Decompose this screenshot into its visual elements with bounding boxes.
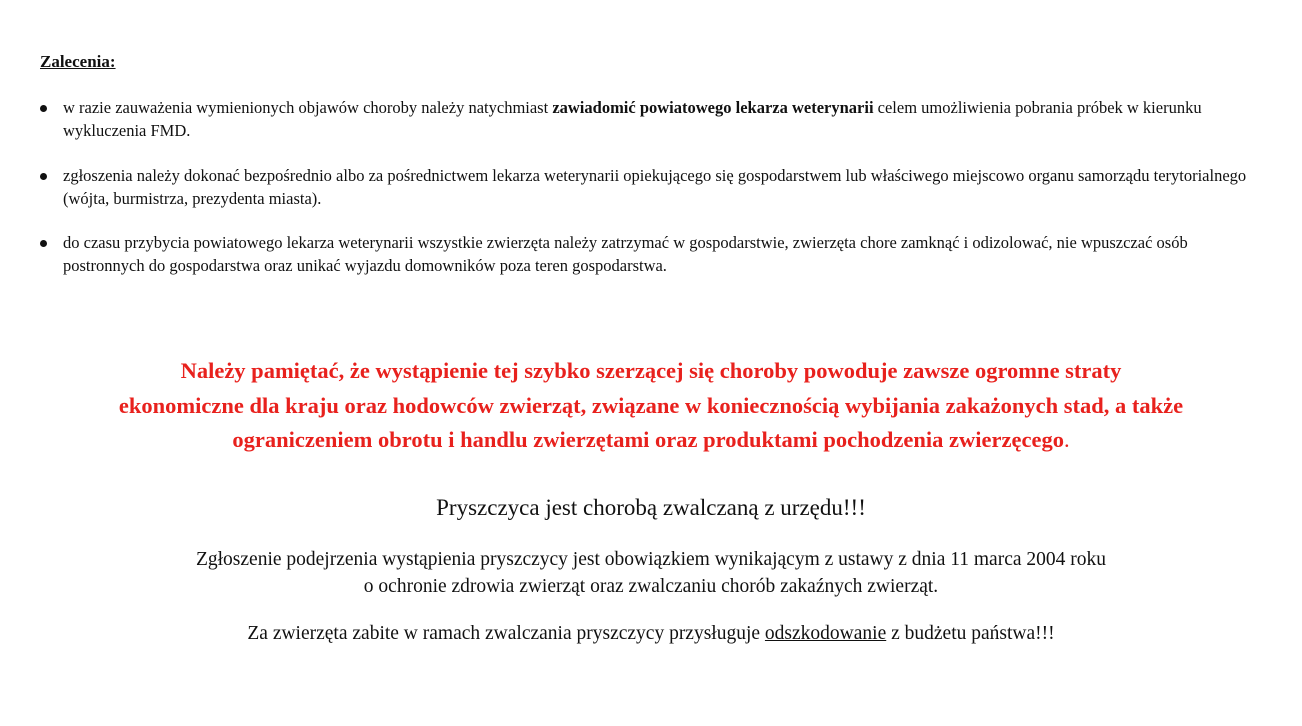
warning-line-text: ograniczeniem obrotu i handlu zwierzętami oraz produktami pochodzenia zwierzęcego (232, 427, 1064, 452)
compensation-note (40, 620, 1262, 647)
legal-basis-line: Zgłoszenie podejrzenia wystąpienia pryszczycy jest obowiązkiem wynikającym z ustawy z dnia 11 marca 2004 roku (195, 549, 1107, 570)
economic-loss-warning (30, 354, 1272, 458)
recommendation-item (40, 231, 1255, 277)
recommendation-text: zgłoszenia należy dokonać bezpośrednio albo za pośrednictwem lekarza weterynarii opiekującego się gospodarstwem lub właściwego miejscowo organu samorządu terytorialnego (wójta, burmistrza, prezydenta miasta). (63, 166, 1247, 208)
recommendation-text-end: celem umożliwienia pobrania próbek w kierunku wykluczenia FMD. (63, 98, 1202, 140)
legal-basis-line: o ochronie zdrowia zwierząt oraz zwalczaniu chorób zakaźnych zwierząt. (363, 576, 939, 597)
bullet-icon (40, 240, 47, 247)
recommendation-text (63, 96, 1255, 142)
recommendation-text-start: w razie zauważenia wymienionych objawów choroby należy natychmiast (63, 98, 553, 117)
recommendation-text: do czasu przybycia powiatowego lekarza weterynarii wszystkie zwierzęta należy zatrzymać w gospodarstwie, zwierzęta chore zamknąć i odizolować, nie wpuszczać osób postronnych do gospodarstwa oraz unikać wyjazdu domowników poza teren gospodarstwa. (63, 233, 1188, 275)
recommendation-item (40, 164, 1255, 210)
legal-basis (40, 546, 1262, 600)
section-heading: Zalecenia: (40, 52, 116, 71)
recommendation-item (40, 96, 1255, 142)
bullet-icon (40, 173, 47, 180)
notice-title: Pryszczyca jest chorobą zwalczaną z urzędu!!! (436, 495, 866, 520)
recommendation-emphasis: zawiadomić powiatowego lekarza weterynarii (552, 98, 874, 117)
compensation-text-end: z budżetu państwa!!! (886, 623, 1055, 644)
warning-line (30, 423, 1272, 458)
compensation-text-start: Za zwierzęta zabite w ramach zwalczania pryszczycy przysługuje (247, 623, 765, 644)
compensation-keyword: odszkodowanie (764, 623, 887, 644)
warning-line: Należy pamiętać, że wystąpienie tej szybko szerzącej się choroby powoduje zawsze ogromne straty (180, 358, 1122, 383)
bullet-icon (40, 105, 47, 112)
warning-line: ekonomiczne dla kraju oraz hodowców zwierząt, związane w koniecznością wybijania zakażonych stad, a także (118, 392, 1184, 418)
warning-end: . (1063, 427, 1070, 452)
